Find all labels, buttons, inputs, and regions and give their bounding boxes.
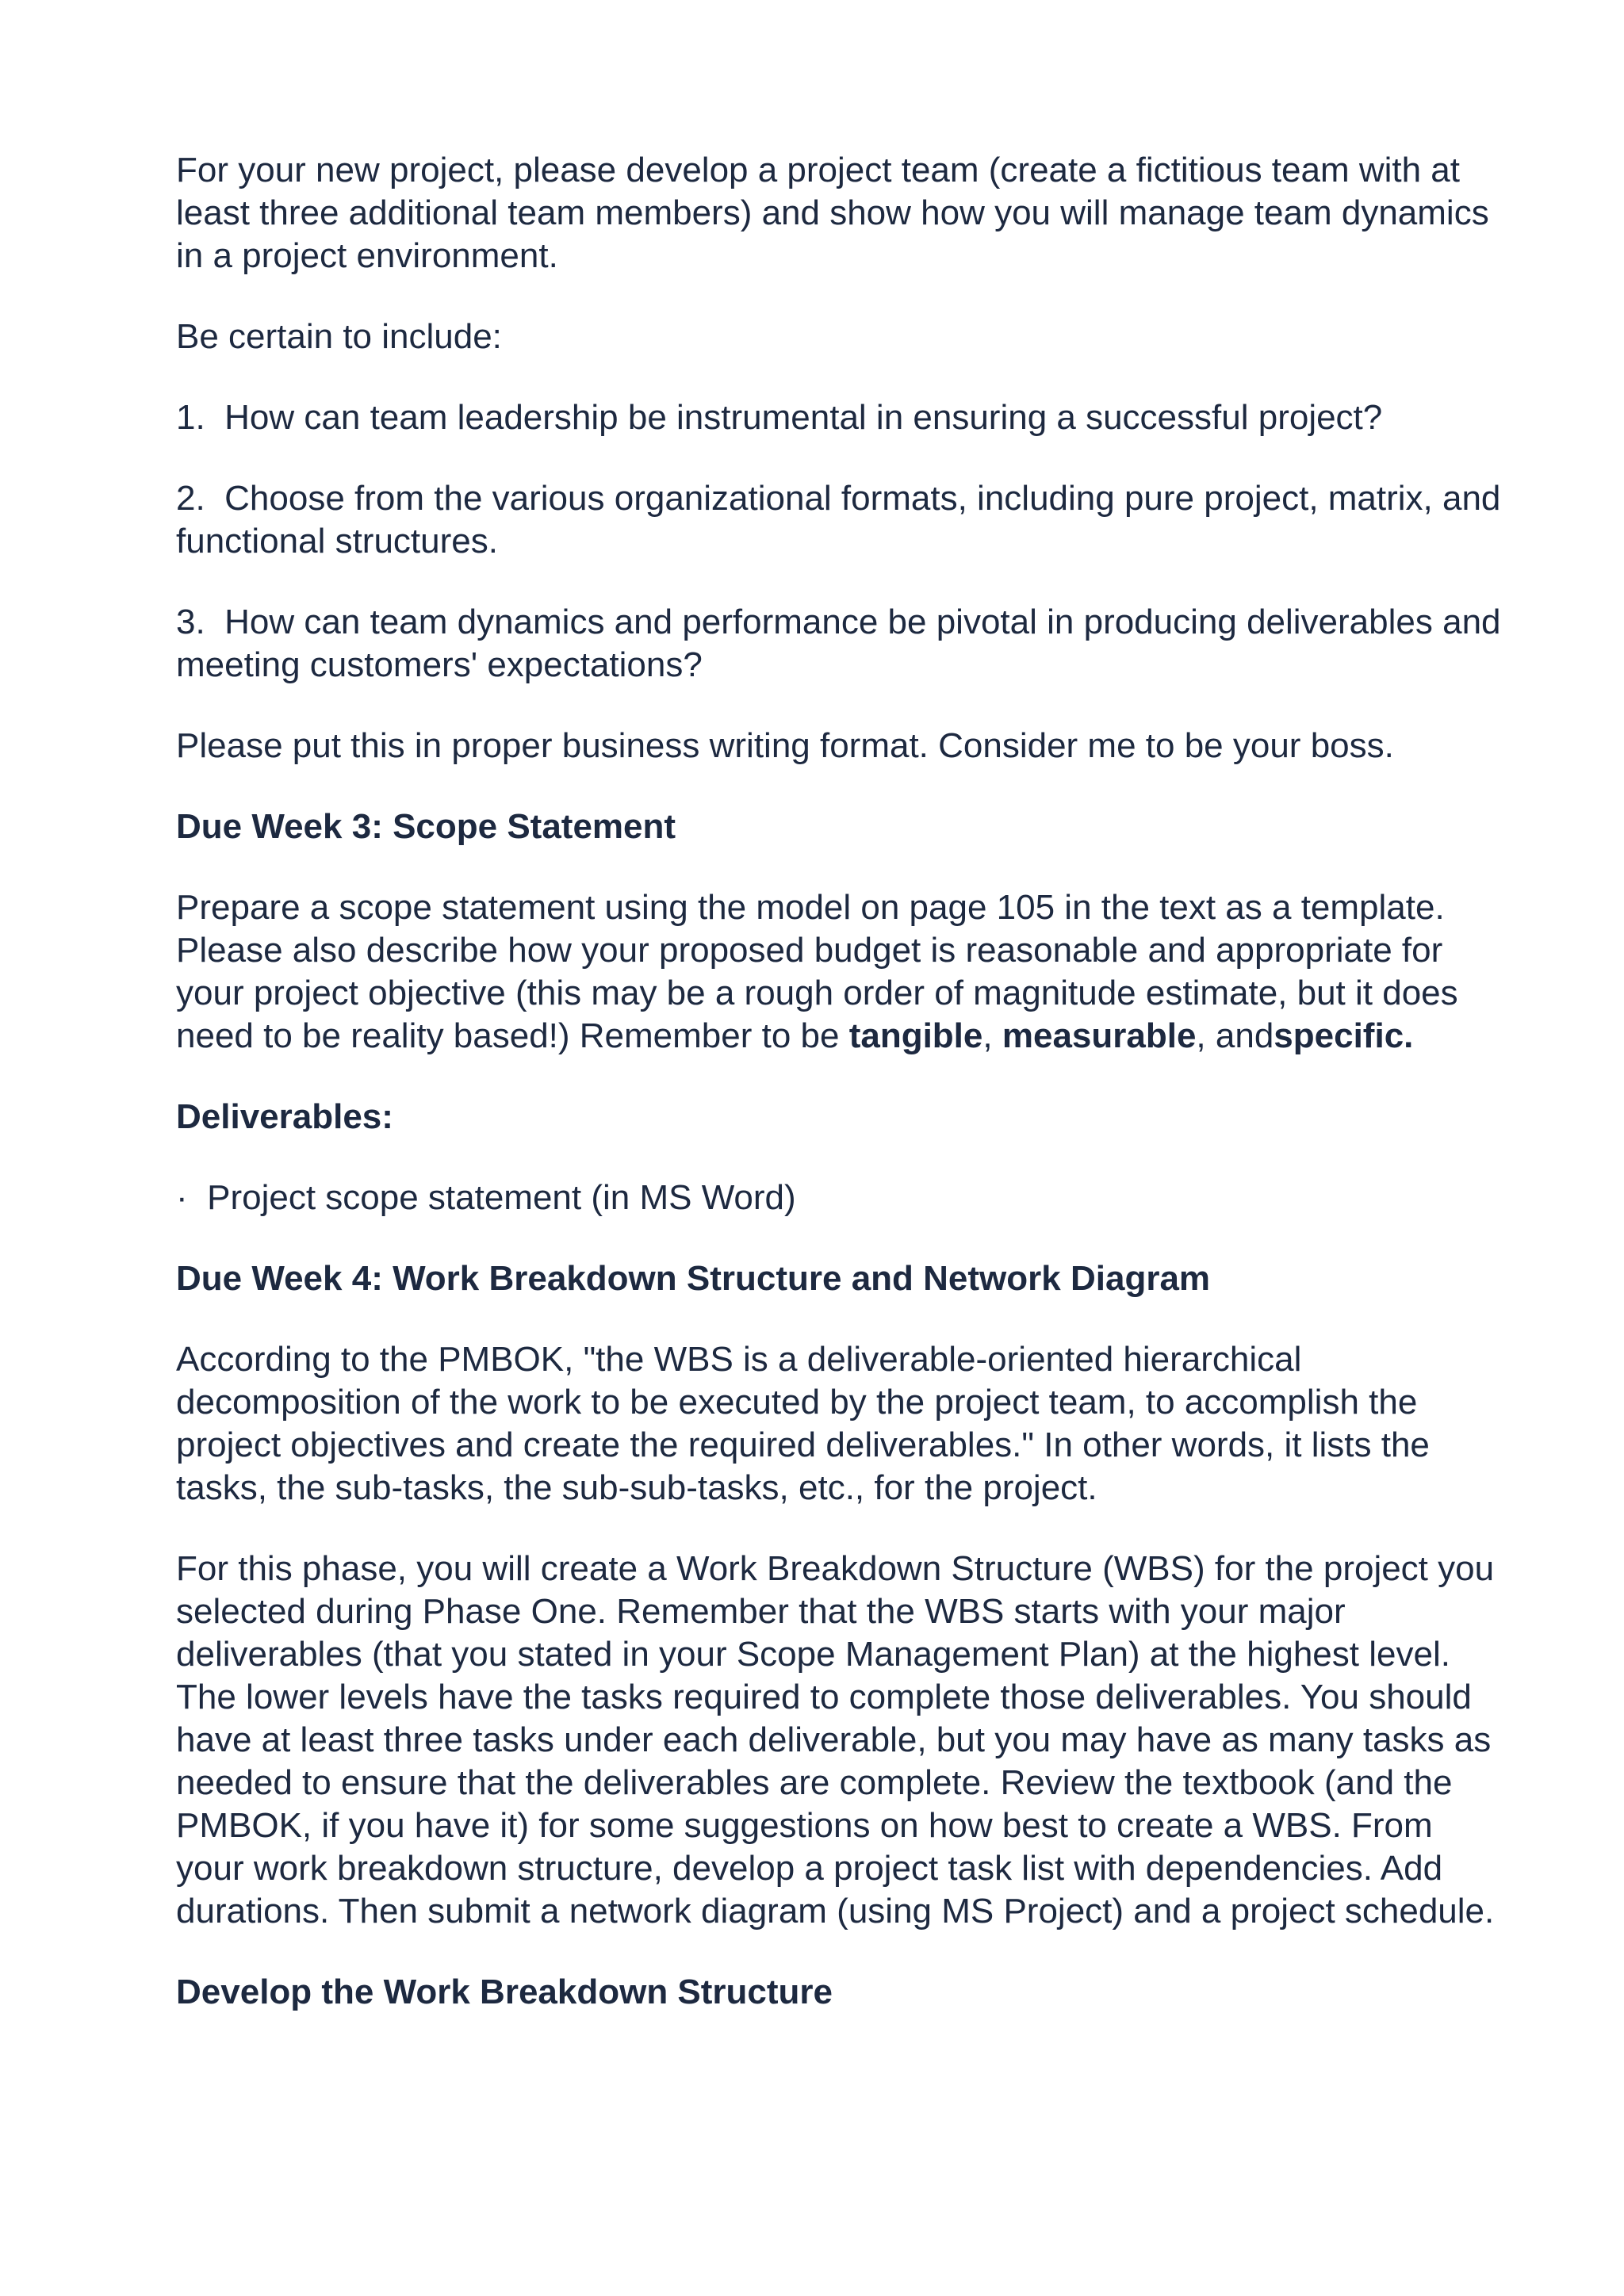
separator: , — [982, 1016, 1002, 1055]
question-item-2 — [176, 477, 1508, 563]
bullet-dot: · — [176, 1178, 188, 1217]
week4-heading: Due Week 4: Work Breakdown Structure and Network Diagram — [176, 1259, 1211, 1298]
deliverables-heading: Deliverables: — [176, 1097, 393, 1136]
week3-paragraph-text: Prepare a scope statement using the model on page 105 in the text as a template. Please also describe how your proposed budget is reasonable and appropriate for your project objective (this may be a rough order of magnitude estimate, but it does need to be reality based!) Remember to be — [176, 888, 1458, 1055]
question-number: 1. — [176, 398, 205, 437]
question-item-1 — [176, 396, 1508, 439]
wbs-subheading: Develop the Work Breakdown Structure — [176, 1973, 833, 2011]
question-text: How can team dynamics and performance be pivotal in producing deliverables and meeting customers' expectations? — [176, 603, 1501, 684]
emphasis-measurable: measurable — [1002, 1016, 1197, 1055]
separator: , and — [1196, 1016, 1274, 1055]
week3-paragraph — [176, 886, 1508, 1058]
question-text: Choose from the various organizational formats, including pure project, matrix, and functional structures. — [176, 479, 1501, 561]
deliverable-item-text: Project scope statement (in MS Word) — [207, 1178, 796, 1217]
week3-heading: Due Week 3: Scope Statement — [176, 807, 676, 846]
question-text: How can team leadership be instrumental in ensuring a successful project? — [224, 398, 1383, 437]
question-number: 3. — [176, 603, 205, 641]
intro-paragraph: For your new project, please develop a project team (create a fictitious team with at least three additional team members) and show how you will manage team dynamics in a project environment. — [176, 151, 1489, 275]
format-note: Please put this in proper business writing format. Consider me to be your boss. — [176, 726, 1394, 765]
question-number: 2. — [176, 479, 205, 518]
week4-paragraph-1: According to the PMBOK, "the WBS is a deliverable-oriented hierarchical decomposition of the work to be executed by the project team, to accomplish the project objectives and create the required deliverables." In other words, it lists the tasks, the sub-tasks, the sub-sub-tasks, etc., for the project. — [176, 1340, 1430, 1507]
include-label: Be certain to include: — [176, 317, 502, 356]
deliverable-list-item — [176, 1177, 1508, 1219]
week4-paragraph-2: For this phase, you will create a Work Breakdown Structure (WBS) for the project you selected during Phase One. Remember that the WBS starts with your major deliverables (that you stated in your Scope Management Plan) at the highest level. The lower levels have the tasks required to complete those deliverables. You should have at least three tasks under each deliverable, but you may have as many tasks as needed to ensure that the deliverables are complete. Review the textbook (and the PMBOK, if you have it) for some suggestions on how best to create a WBS. From your work breakdown structure, develop a project task list with dependencies. Add durations. Then submit a network diagram (using MS Project) and a project schedule. — [176, 1549, 1495, 1931]
question-item-3 — [176, 601, 1508, 687]
emphasis-specific: specific. — [1274, 1016, 1414, 1055]
document-page — [176, 149, 1508, 2052]
emphasis-tangible: tangible — [848, 1016, 983, 1055]
